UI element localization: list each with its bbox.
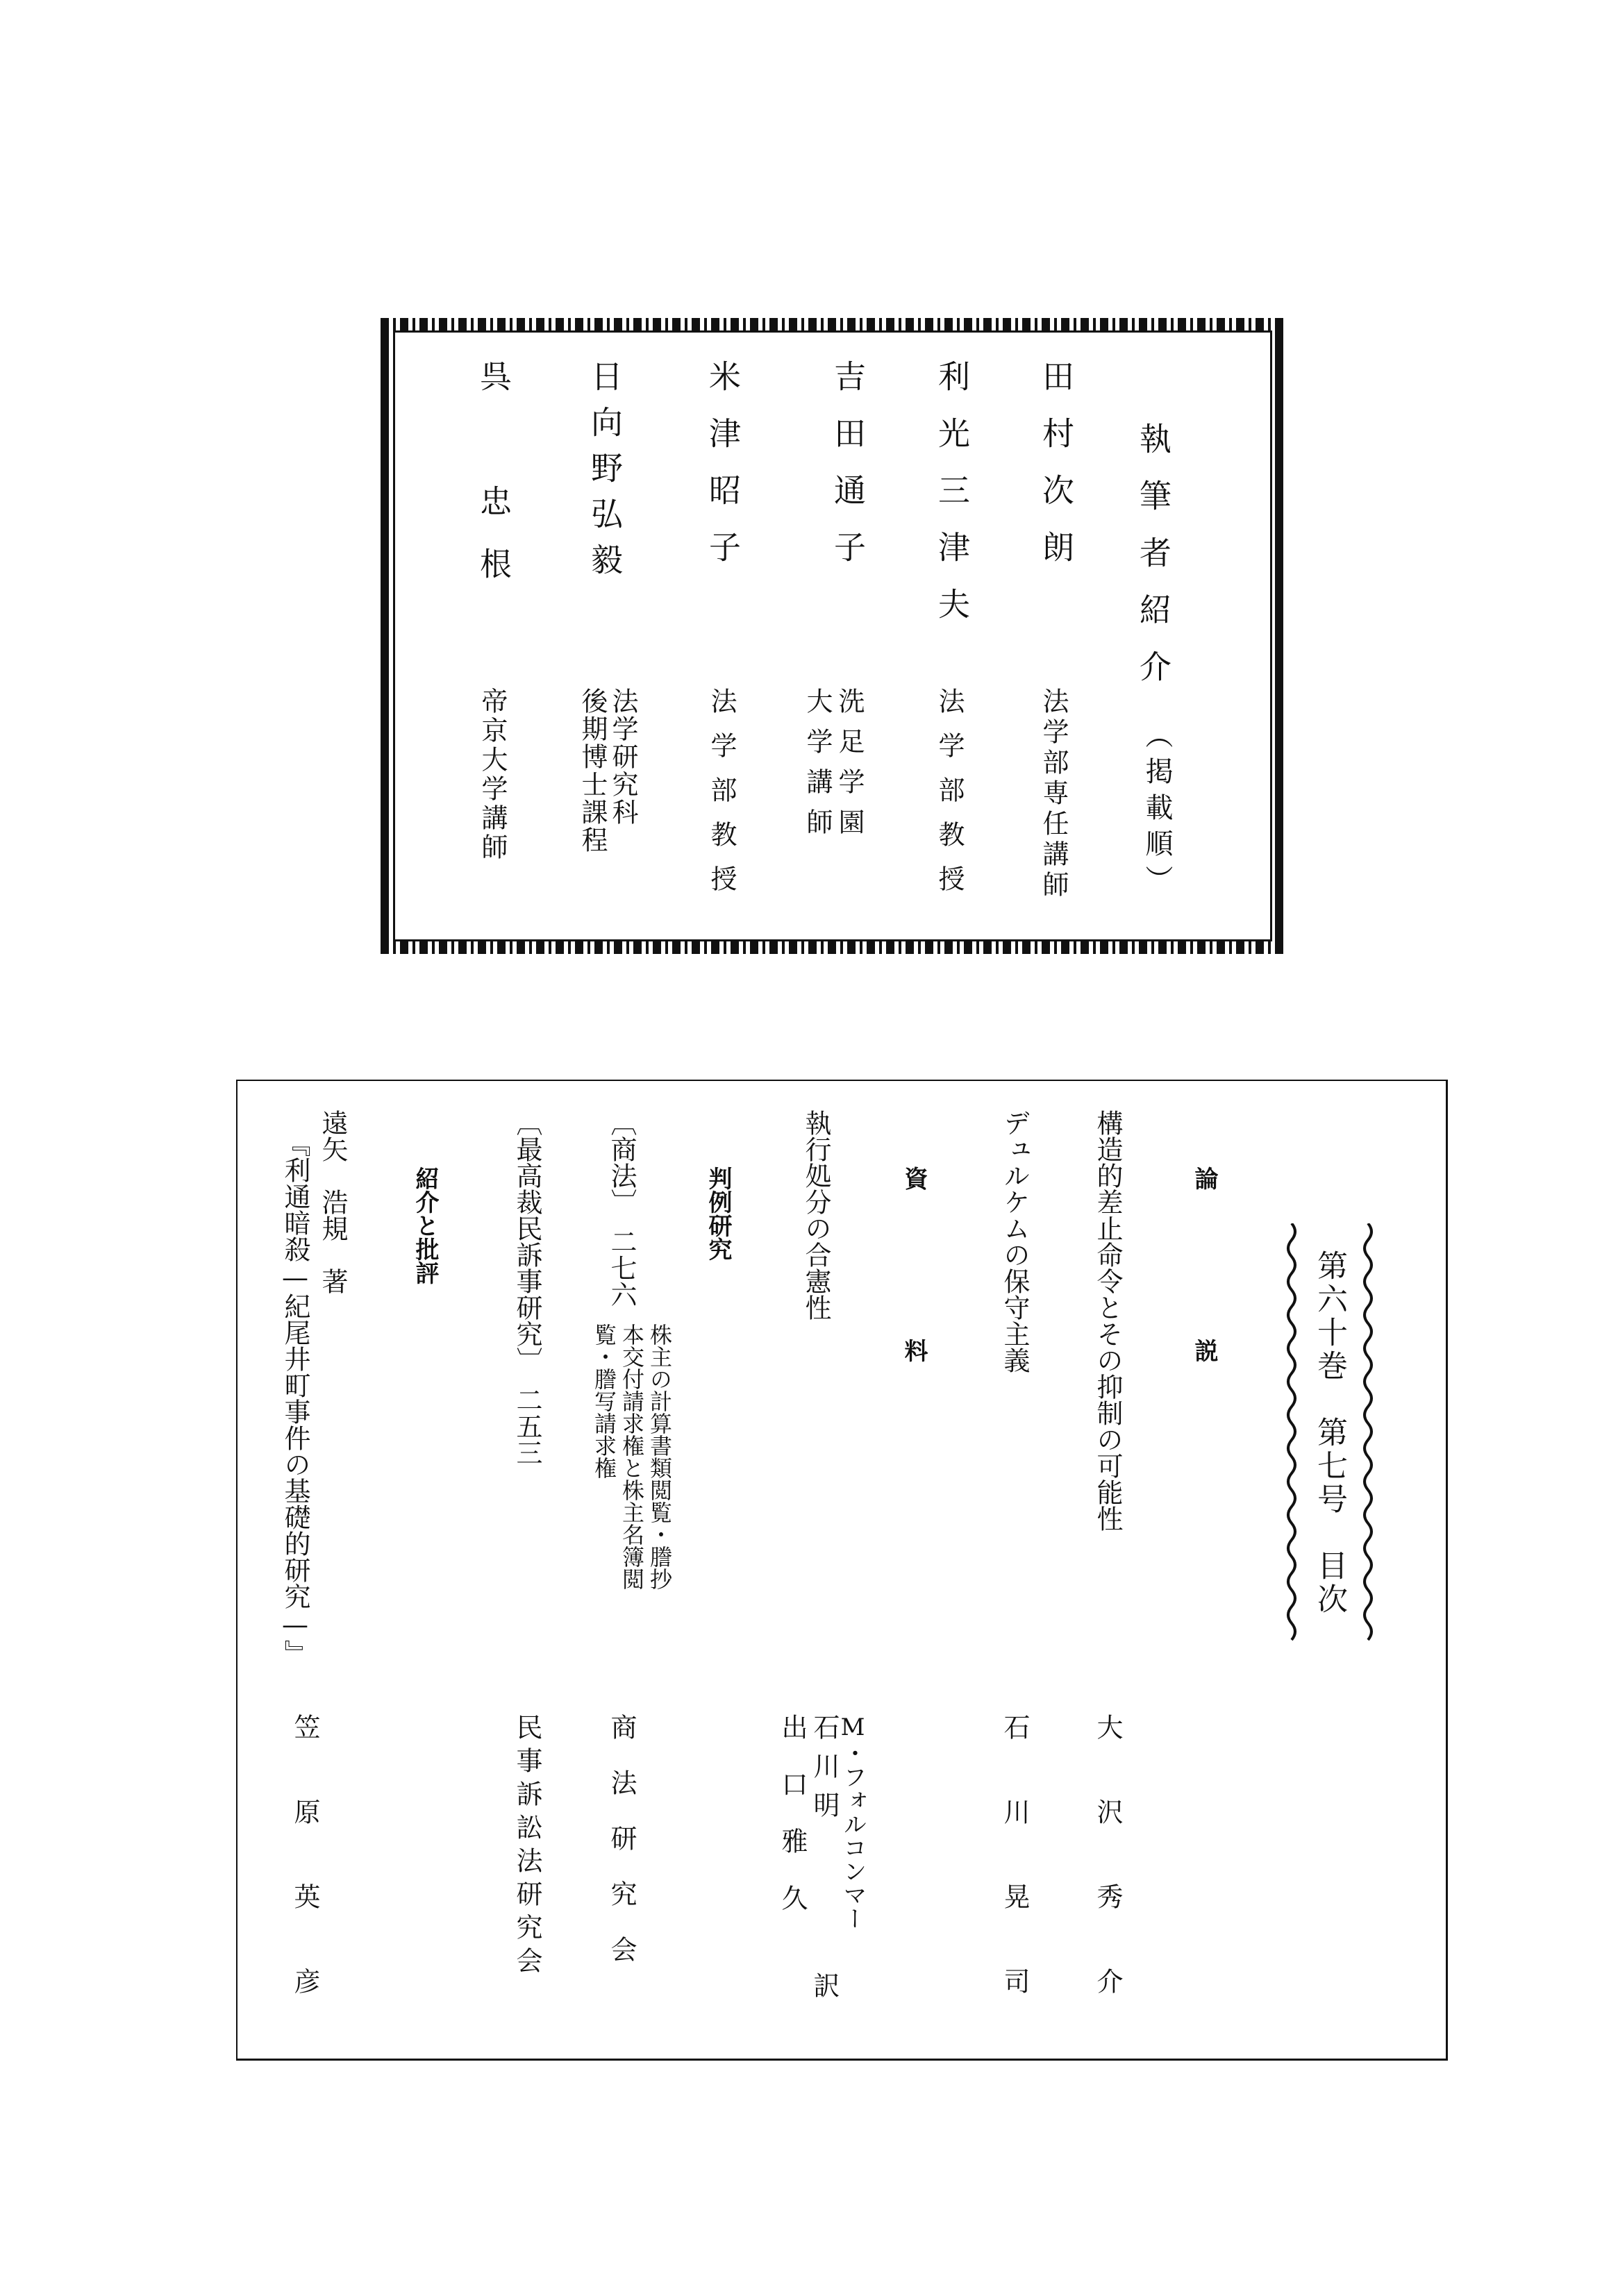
shiryo1-author: 石川晃司 xyxy=(999,1713,1030,2052)
hanrei2-ref: 〔最高裁民訴事研究〕 二五三 xyxy=(512,1109,542,1466)
author-name-6: 呉 忠根 xyxy=(475,360,512,610)
section-shiryo: 資 料 xyxy=(900,1166,928,1425)
shokai-reviewer: 笠原英彦 xyxy=(290,1713,320,2052)
author-title-6: 帝京大学講師 xyxy=(477,687,508,862)
shiryo2-author-d: 訳 xyxy=(809,1972,840,1998)
author-name-3: 吉田通子 xyxy=(829,360,867,587)
author-title-3b: 大学講師 xyxy=(802,687,833,848)
author-title-4: 法学部教授 xyxy=(706,687,737,910)
section-ronsetsu: 論 説 xyxy=(1190,1166,1218,1425)
shiryo2-author-a: M・フォルコンマー xyxy=(839,1713,867,1930)
hanrei1-ref: 〔商法〕 二七六 xyxy=(606,1109,637,1307)
section-hanrei: 判例研究 xyxy=(704,1166,732,1261)
ronsetsu-author: 大沢秀介 xyxy=(1092,1713,1123,2052)
section-shokai: 紹介と批評 xyxy=(411,1166,439,1284)
authors-note: （掲載順） xyxy=(1141,721,1173,901)
author-title-3a: 洗足学園 xyxy=(834,687,865,848)
shiryo2-author-c: 出口雅久 xyxy=(777,1713,808,1941)
author-name-2: 利光三津夫 xyxy=(933,360,971,644)
hanrei2-author: 民事訴訟法研究会 xyxy=(512,1713,542,1980)
authors-title: 執筆者紹介 xyxy=(1135,422,1172,707)
hanrei1-title-1: 株主の計算書類閲覧・謄抄 xyxy=(647,1323,673,1590)
shokai-book-title: 『利通暗殺—紀尾井町事件の基礎的研究—』 xyxy=(280,1130,310,1666)
shiryo2-title: 執行処分の合憲性 xyxy=(801,1109,831,1321)
author-title-5a: 法学研究科 xyxy=(608,687,638,826)
author-name-1: 田村次朗 xyxy=(1037,360,1075,587)
hanrei1-title-2: 本交付請求権と株主名簿閲 xyxy=(619,1323,645,1590)
shokai-book-author: 遠矢 浩規 著 xyxy=(317,1109,348,1294)
author-name-4: 米津昭子 xyxy=(704,360,742,587)
author-title-5b: 後期博士課程 xyxy=(577,687,608,854)
shiryo1-title: デュルケムの保守主義 xyxy=(999,1109,1030,1373)
hanrei1-title-3: 覧・謄写請求権 xyxy=(591,1323,617,1479)
shiryo2-author-b: 石川明 xyxy=(809,1713,840,1830)
author-title-2: 法学部教授 xyxy=(934,687,965,910)
ronsetsu-title: 構造的差止命令とその抑制の可能性 xyxy=(1092,1109,1123,1532)
author-name-5: 日向野弘毅 xyxy=(586,360,624,589)
author-title-1: 法学部専任講師 xyxy=(1038,687,1069,901)
toc-heading: 第六十巻 第七号 目次 xyxy=(1312,1250,1347,1616)
hanrei1-author: 商法研究会 xyxy=(606,1713,637,1991)
